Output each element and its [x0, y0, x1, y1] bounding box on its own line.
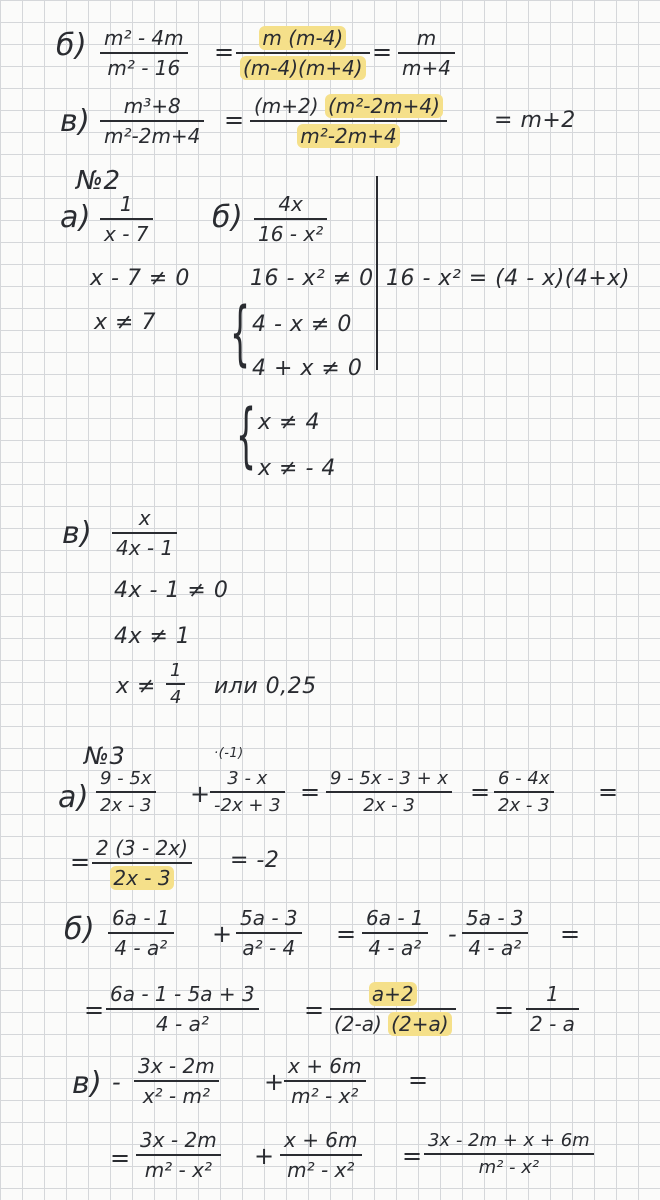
numerator: 4x [278, 192, 303, 216]
plus-sign: + [264, 1068, 285, 1096]
denominator: 2x - 3 [498, 795, 550, 816]
condition-line: x ≠ 7 [94, 310, 156, 335]
result-value: m+2 [520, 108, 576, 133]
denominator: m² - x² [291, 1084, 359, 1108]
denominator: 4 - a² [368, 936, 422, 960]
equals-sign: = [494, 996, 515, 1024]
result: = -2 [230, 848, 280, 873]
result: = m+2 [494, 108, 576, 133]
fraction [284, 1054, 366, 1108]
condition-line-post: или 0,25 [214, 674, 317, 699]
fraction [112, 506, 177, 560]
equals-sign: = [70, 848, 91, 876]
numerator: 3x - 2m + x + 6m [428, 1130, 590, 1151]
fraction [96, 768, 156, 816]
divider-line [376, 176, 378, 370]
fraction [424, 1130, 594, 1178]
system-line: 4 - x ≠ 0 [252, 312, 352, 337]
equals-sign: = [300, 778, 321, 806]
system-line: 4 + x ≠ 0 [252, 356, 363, 381]
equals-sign: = [372, 38, 393, 66]
denominator: 4x - 1 [116, 536, 174, 560]
minus-sign: - [112, 1068, 121, 1096]
system-line: x ≠ - 4 [258, 456, 336, 481]
denominator: 2x - 3 [100, 795, 152, 816]
highlighted-denominator: m²-2m+4 [297, 124, 399, 148]
fraction [526, 982, 579, 1036]
equals-sign: = [84, 996, 105, 1024]
equals-sign: = [470, 778, 491, 806]
fraction [92, 836, 192, 890]
numerator: 9 - 5x [100, 768, 152, 789]
numerator: x [138, 506, 151, 530]
fraction [398, 26, 455, 80]
denominator: x² - m² [142, 1084, 210, 1108]
numerator: 6a - 1 - 5a + 3 [110, 982, 255, 1006]
fraction [100, 94, 204, 148]
fraction [134, 1054, 219, 1108]
denominator: m² - x² [287, 1158, 355, 1182]
denominator: 4 - a² [468, 936, 522, 960]
item-label-b: б) [212, 200, 244, 235]
equals-sign: = [214, 38, 235, 66]
plus-sign: + [254, 1142, 275, 1170]
denominator: 2x - 3 [363, 795, 415, 816]
denominator: m²-2m+4 [104, 124, 201, 148]
numerator-part: (m+2) [254, 94, 319, 118]
highlighted-numerator: a+2 [369, 982, 417, 1006]
numerator-text: 2 (3 - 2x) [96, 836, 188, 860]
item-label-a: а) [60, 200, 92, 235]
condition-line: x - 7 ≠ 0 [90, 266, 190, 291]
section-title-2: №2 [76, 166, 121, 196]
condition-line-pre: x ≠ [116, 674, 156, 699]
denominator: m² - x² [144, 1158, 212, 1182]
numerator [96, 836, 188, 860]
fraction [210, 768, 285, 816]
system-brace: { [236, 394, 257, 476]
equals-sign: = [402, 1142, 423, 1170]
denominator: m² - 16 [107, 56, 181, 80]
item-label-a: а) [58, 780, 90, 815]
fraction [254, 192, 327, 246]
numerator: 3 - x [227, 768, 268, 789]
numerator: 1 [119, 192, 133, 216]
denominator: m² - x² [478, 1157, 540, 1178]
numerator: 6 - 4x [498, 768, 550, 789]
highlighted-numerator-part: (m²-2m+4) [325, 94, 443, 118]
highlighted-denominator: 2x - 3 [110, 866, 173, 890]
item-label-v: в) [62, 516, 93, 551]
equals-sign: = [304, 996, 325, 1024]
numerator: 1 [546, 982, 559, 1006]
denominator: x - 7 [104, 222, 149, 246]
denominator: 4 - a² [114, 936, 168, 960]
system-line: x ≠ 4 [258, 410, 320, 435]
denominator: m+4 [402, 56, 451, 80]
multiplier-note: ·(-1) [214, 746, 244, 761]
denominator: 4 [170, 687, 182, 708]
numerator: m [416, 26, 437, 50]
side-note: 16 - x² = (4 - x)(4+x) [386, 266, 630, 291]
fraction [462, 906, 528, 960]
equals-sign: = [336, 920, 357, 948]
fraction [136, 1128, 221, 1182]
denominator-part: (2-a) [334, 1012, 382, 1036]
item-label-b: б) [56, 28, 88, 63]
item-label-v: в) [72, 1066, 103, 1101]
fraction [494, 768, 554, 816]
numerator: m² - 4m [104, 26, 184, 50]
item-label-b: б) [64, 912, 96, 947]
item-label-v: в) [60, 104, 91, 139]
plus-sign: + [212, 920, 233, 948]
denominator: a² - 4 [242, 936, 296, 960]
fraction [100, 26, 188, 80]
denominator: 16 - x² [258, 222, 324, 246]
numerator: 5a - 3 [466, 906, 524, 930]
condition-line: 4x - 1 ≠ 0 [114, 578, 229, 603]
denominator: 4 - a² [155, 1012, 209, 1036]
numerator: 9 - 5x - 3 + x [330, 768, 449, 789]
numerator: 3x - 2m [140, 1128, 217, 1152]
fraction [100, 192, 153, 246]
fraction [166, 660, 185, 708]
condition-line: 4x ≠ 1 [114, 624, 191, 649]
fraction [330, 982, 456, 1036]
equals-sign: = [224, 106, 245, 134]
fraction [362, 906, 428, 960]
highlighted-numerator: m (m-4) [259, 26, 346, 50]
section-title-3: №3 [84, 742, 126, 770]
fraction [236, 906, 302, 960]
numerator: 5a - 3 [240, 906, 298, 930]
fraction [250, 94, 447, 148]
fraction [326, 768, 452, 816]
numerator: x + 6m [288, 1054, 362, 1078]
equals-sign: = [110, 1144, 131, 1172]
fraction [106, 982, 259, 1036]
equals-sign: = [560, 920, 581, 948]
fraction [280, 1128, 362, 1182]
numerator: 1 [170, 660, 182, 681]
numerator: 3x - 2m [138, 1054, 215, 1078]
minus-sign: - [448, 920, 457, 948]
highlighted-denominator: (m-4)(m+4) [240, 56, 366, 80]
denominator: -2x + 3 [214, 795, 281, 816]
highlighted-denominator-part: (2+a) [388, 1012, 451, 1036]
condition-line: 16 - x² ≠ 0 [250, 266, 374, 291]
numerator: x + 6m [284, 1128, 358, 1152]
numerator: 6a - 1 [112, 906, 170, 930]
numerator: 6a - 1 [366, 906, 424, 930]
numerator: m³+8 [123, 94, 181, 118]
equals-sign: = [408, 1066, 429, 1094]
system-brace: { [230, 292, 251, 374]
fraction [108, 906, 174, 960]
fraction [236, 26, 370, 80]
plus-sign: + [190, 780, 211, 808]
equals-sign: = [598, 778, 619, 806]
denominator: 2 - a [530, 1012, 575, 1036]
